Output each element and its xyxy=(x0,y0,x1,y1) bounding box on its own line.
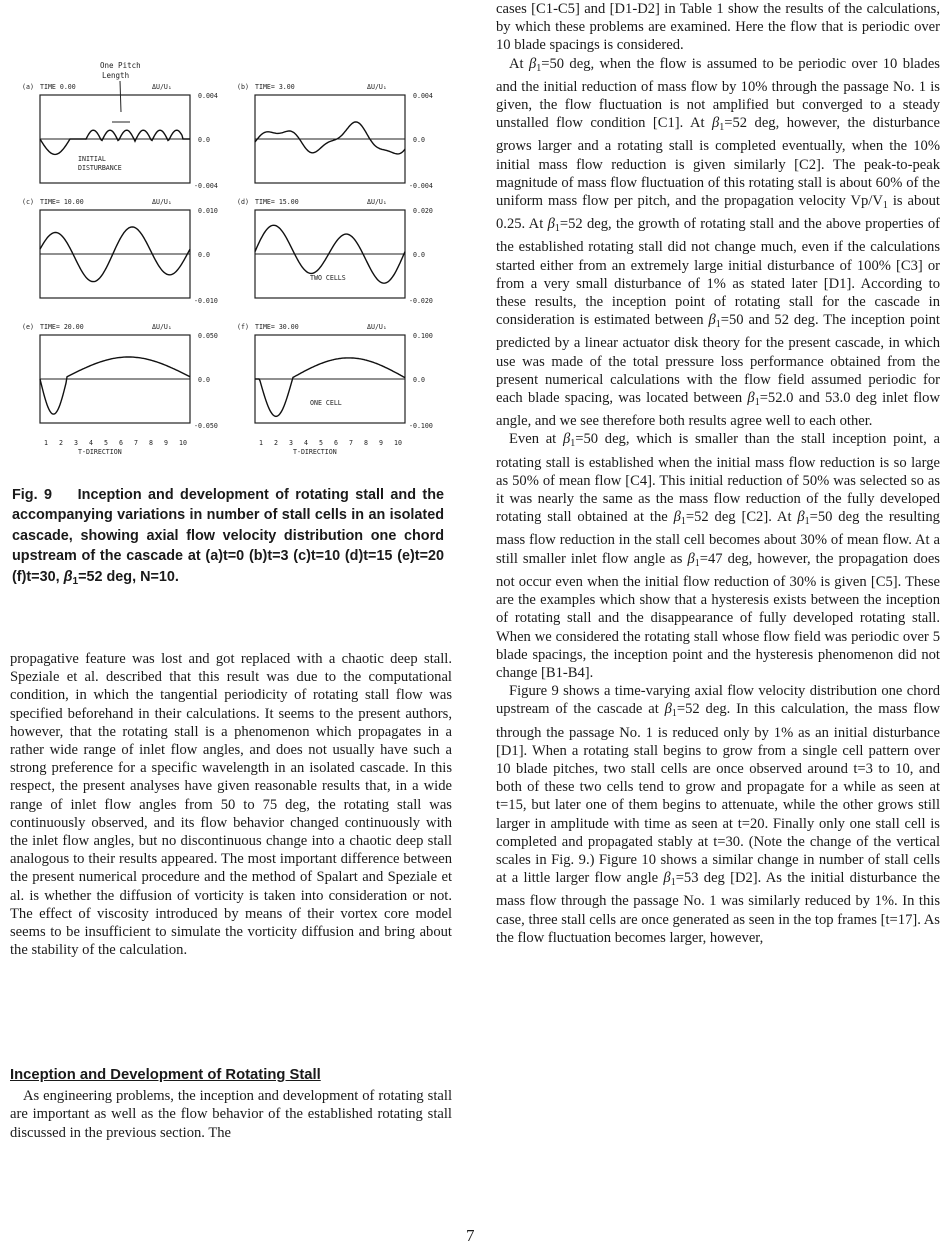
panel-time: TIME= 3.00 xyxy=(255,83,295,91)
y-tick-mid: 0.0 xyxy=(413,376,425,384)
panel-label: (b) xyxy=(237,83,249,91)
subscript: 1 xyxy=(670,877,676,889)
x-tick-label: 1 xyxy=(44,439,48,447)
caption-label: Fig. 9 xyxy=(12,487,52,503)
panel-time: TIME= 20.00 xyxy=(40,323,84,331)
beta-symbol: β xyxy=(663,870,671,887)
x-tick-label: 3 xyxy=(74,439,78,447)
y-tick-mid: 0.0 xyxy=(198,376,210,384)
x-tick-label: 8 xyxy=(364,439,368,447)
panel-label: (c) xyxy=(22,198,34,206)
caption-tail: =52 deg, N=10. xyxy=(78,568,179,585)
panel-label: (e) xyxy=(22,323,34,331)
panel-ylabel: ΔU/U₁ xyxy=(152,83,172,91)
y-tick-top: 0.004 xyxy=(198,92,218,100)
panel-note: TWO CELLS xyxy=(310,274,346,282)
x-tick-label: 3 xyxy=(289,439,293,447)
x-tick-label: 10 xyxy=(394,439,402,447)
x-tick-label: 5 xyxy=(319,439,323,447)
subscript: 1 xyxy=(554,223,560,235)
x-tick-label: 7 xyxy=(349,439,353,447)
beta-symbol: β xyxy=(708,312,716,329)
annotation-one-pitch: One Pitch xyxy=(100,61,141,70)
panel-time: TIME 0.00 xyxy=(40,83,76,91)
page-number: 7 xyxy=(466,1226,475,1245)
beta-symbol: β xyxy=(711,115,720,132)
y-tick-bottom: -0.010 xyxy=(194,297,218,305)
y-tick-mid: 0.0 xyxy=(198,251,210,259)
right-paragraph-3: Figure 9 shows a time-varying axial flow velocity distribution one chord upstream of the cascade at $\beta_1=52$ deg. In this calculation, the mass flow through the passage No. 1 is reduced only by 1% as an initial disturbance [D1]. When a rotating stall begins to grow from a single cell pattern over 10 blade pitches, two stall cells are once observed around t=3 to 10, and both of these two cells tend to grow and propagate for a while as seen at t=15, but later one of them begins to attenuate, while the other grows still larger in amplitude with time as seen at t=20. Finally only one stall cell is completed and propagated stably at t=30. (Note the change of the vertical scales in Fig. 9.) Figure 10 shows a similar change in number of stall cells at a little larger flow angle $\beta_1=53$ deg [D2]. As the initial disturbance the mass flow through the passage No. 1 was similarly reduced by 1%. In this case, three stall cells are once generated as seen in the top frames [t=17]. As the flow fluctuation becomes larger, however, xyxy=(496,683,940,946)
y-tick-bottom: -0.100 xyxy=(409,422,433,430)
panel-time: TIME= 30.00 xyxy=(255,323,299,331)
section-title: Inception and Development of Rotating Stall xyxy=(10,1067,321,1083)
y-tick-bottom: -0.004 xyxy=(194,182,218,190)
x-tick-label: 4 xyxy=(304,439,308,447)
y-tick-top: 0.010 xyxy=(198,207,218,215)
section-paragraph: As engineering problems, the inception and development of rotating stall are important as well as the flow behavior of the established rotating stall discussed in the previous section. The xyxy=(10,1088,452,1141)
panel-ylabel: ΔU/U₁ xyxy=(152,323,172,331)
right-paragraph-2: Even at $\beta_1=50$ deg, which is smaller than the stall inception point, a rotating stall is established when the initial mass flow reduction is so large as 50% of mean flow [C4]. This initial reduction of 50% was selected so as it was nearly the same as the mass flow reduction of the fully developed rotating stall obtained at the $\beta_1=52$ deg [C2]. At $\beta_1=50$ deg the resulting mass flow reduction in the stall cell becomes about 30% of mean flow. At a still smaller inlet flow angle as $\beta_1=47$ deg, however, the propagation does not occur even when the initial flow reduction of 30% is given [C5]. These are the examples which show that a hysteresis exists between the inception of rotating stall and the disappearance of fully developed rotating stall. When we considered the rotating stall whose flow field was periodic over 5 blade spacings, the inception point and the hysteresis phenomenon did not change [B1-B4]. xyxy=(496,431,940,681)
y-tick-top: 0.050 xyxy=(198,332,218,340)
y-tick-bottom: -0.020 xyxy=(409,297,433,305)
subscript: 1 xyxy=(536,62,542,74)
x-tick-label: 7 xyxy=(134,439,138,447)
subscript: 1 xyxy=(715,319,721,331)
beta-symbol: β xyxy=(664,701,672,718)
x-tick-label: 1 xyxy=(259,439,263,447)
caption-text: Inception and development of rotating stall and the accompanying variations in number of stall cells in an isolated cascade, showing axial flow velocity distribution one chord upstream of the cascade at (a)t=0 (b)t=3 (c)t=10 (d)t=15 (e)t=20 (f)t=30, xyxy=(12,487,444,585)
panel-ylabel: ΔU/U₁ xyxy=(152,198,172,206)
x-tick-label: 6 xyxy=(334,439,338,447)
x-tick-label: 2 xyxy=(274,439,278,447)
subscript: 1 xyxy=(719,122,725,134)
velocity-curve xyxy=(255,358,405,417)
beta-symbol: β xyxy=(562,431,571,448)
x-tick-label: 9 xyxy=(164,439,168,447)
x-tick-label: 10 xyxy=(179,439,187,447)
x-tick-label: 2 xyxy=(59,439,63,447)
x-tick-label: 8 xyxy=(149,439,153,447)
y-tick-mid: 0.0 xyxy=(413,251,425,259)
x-axis-label: T-DIRECTION xyxy=(293,448,337,456)
y-tick-mid: 0.0 xyxy=(198,136,210,144)
beta-symbol: β xyxy=(528,55,537,72)
figure-9 xyxy=(0,50,450,460)
panel-note: ONE CELL xyxy=(310,399,342,407)
right-column xyxy=(496,0,940,947)
y-tick-mid: 0.0 xyxy=(413,136,425,144)
y-tick-top: 0.100 xyxy=(413,332,433,340)
velocity-curve xyxy=(255,122,405,154)
x-tick-label: 4 xyxy=(89,439,93,447)
subscript: 1 xyxy=(570,438,576,450)
y-tick-top: 0.004 xyxy=(413,92,433,100)
subscript: 1 xyxy=(882,200,888,212)
body-paragraph: propagative feature was lost and got replaced with a chaotic deep stall. Speziale et al. described that this result was due to the computational condition, in which the tangential periodicity of rotating stall flow was specified beforehand in their calculations. It seems to the present authors, however, that the rotating stall is a phenomenon which propagates in a rather wide range of inlet flow angles, and does not usually have such a strong preference for a specific wavelength in an isolated cascade. In this respect, the present analyses have given reasonable results that, in a wide range of inlet flow angles from 50 to 75 deg, the rotating stall was continuously observed, and its flow behavior changed continuously with the inlet flow angles, but no discontinuous change into a chaotic deep stall analogous to their results appeared. The most important difference between the present numerical procedure and the method of Spalart and Speziale et al. is whether the diffusion of vorticity is taken into consideration or not. The effect of viscosity introduced by means of their vortex core model seems to be insufficient to simulate the vorticity diffusion and bring about the stability of the calculation. xyxy=(10,651,452,959)
beta-symbol: β xyxy=(687,550,695,567)
subscript: 1 xyxy=(680,516,686,528)
panel-ylabel: ΔU/U₁ xyxy=(367,83,387,91)
panel-note: DISTURBANCE xyxy=(78,164,122,172)
y-tick-top: 0.020 xyxy=(413,207,433,215)
panel-ylabel: ΔU/U₁ xyxy=(367,323,387,331)
x-axis-label: T-DIRECTION xyxy=(78,448,122,456)
right-paragraph-1: At $\beta_1=50$ deg, when the flow is assumed to be periodic over 10 blades and the initial reduction of mass flow by 10% through the passage No. 1 is given, the flow fluctuation is not amplified but converged to a steady unstalled flow condition [C1]. At $\beta_1=52$ deg, however, the disturbance grows larger and a rotating stall is completed eventually, when the 10% initial mass flow reduction is given similarly [C2]. The peak-to-peak magnitude of mass flow fluctuation of this rotating stall is about 60% of the uniform mass flow per pitch, and the propagation velocity $Vp/V_1$ is about 0.25. At $\beta_1=52$ deg, the growth of rotating stall and the above properties of the established rotating stall did not change much, even if the calculations started either from an extremely large initial disturbance of 100% [C3] or from a very small disturbance of 1% as stated later [D1]. According to these results, the inception point of rotating stall for the cascade in consideration is estimated between $\beta_1=50$ and 52 deg. The inception point predicted by a linear actuator disk theory for the present cascade, in which use was made of the total pressure loss performance obtained from the present numerical calculations with the flow field assumed periodic for each blade spacing, was located between $\beta_1=52.0$ and 53.0 deg inlet flow angle, and we see therefore both results agree well to each other. xyxy=(496,55,940,430)
beta-symbol: β xyxy=(797,509,805,526)
y-tick-bottom: -0.004 xyxy=(409,182,433,190)
annotation-pointer xyxy=(120,81,121,112)
y-tick-bottom: -0.050 xyxy=(194,422,218,430)
caption-beta-sub: 1 xyxy=(72,575,79,587)
panel-ylabel: ΔU/U₁ xyxy=(367,198,387,206)
x-tick-label: 6 xyxy=(119,439,123,447)
subscript: 1 xyxy=(694,557,700,569)
x-tick-label: 5 xyxy=(104,439,108,447)
beta-symbol: β xyxy=(673,509,681,526)
panel-label: (f) xyxy=(237,323,249,331)
panel-note: INITIAL xyxy=(78,155,106,163)
right-paragraph-0: cases [C1-C5] and [D1-D2] in Table 1 show the results of the calculations, by which these problems are examined. Here the flow that is periodic over 10 blade spacings is considered. xyxy=(496,1,940,54)
panel-label: (d) xyxy=(237,198,249,206)
panel-time: TIME= 10.00 xyxy=(40,198,84,206)
figure-caption xyxy=(12,485,444,592)
panel-time: TIME= 15.00 xyxy=(255,198,299,206)
x-tick-label: 9 xyxy=(379,439,383,447)
section-inception xyxy=(10,1066,452,1142)
velocity-curve xyxy=(40,357,190,414)
left-column-paragraph xyxy=(10,650,452,959)
caption-beta: β xyxy=(63,568,73,585)
velocity-curve xyxy=(40,130,190,154)
subscript: 1 xyxy=(754,397,760,409)
beta-symbol: β xyxy=(747,390,755,407)
panel-label: (a) xyxy=(22,83,34,91)
beta-symbol: β xyxy=(547,216,555,233)
subscript: 1 xyxy=(804,516,810,528)
annotation-length: Length xyxy=(102,71,130,80)
subscript: 1 xyxy=(671,708,677,720)
